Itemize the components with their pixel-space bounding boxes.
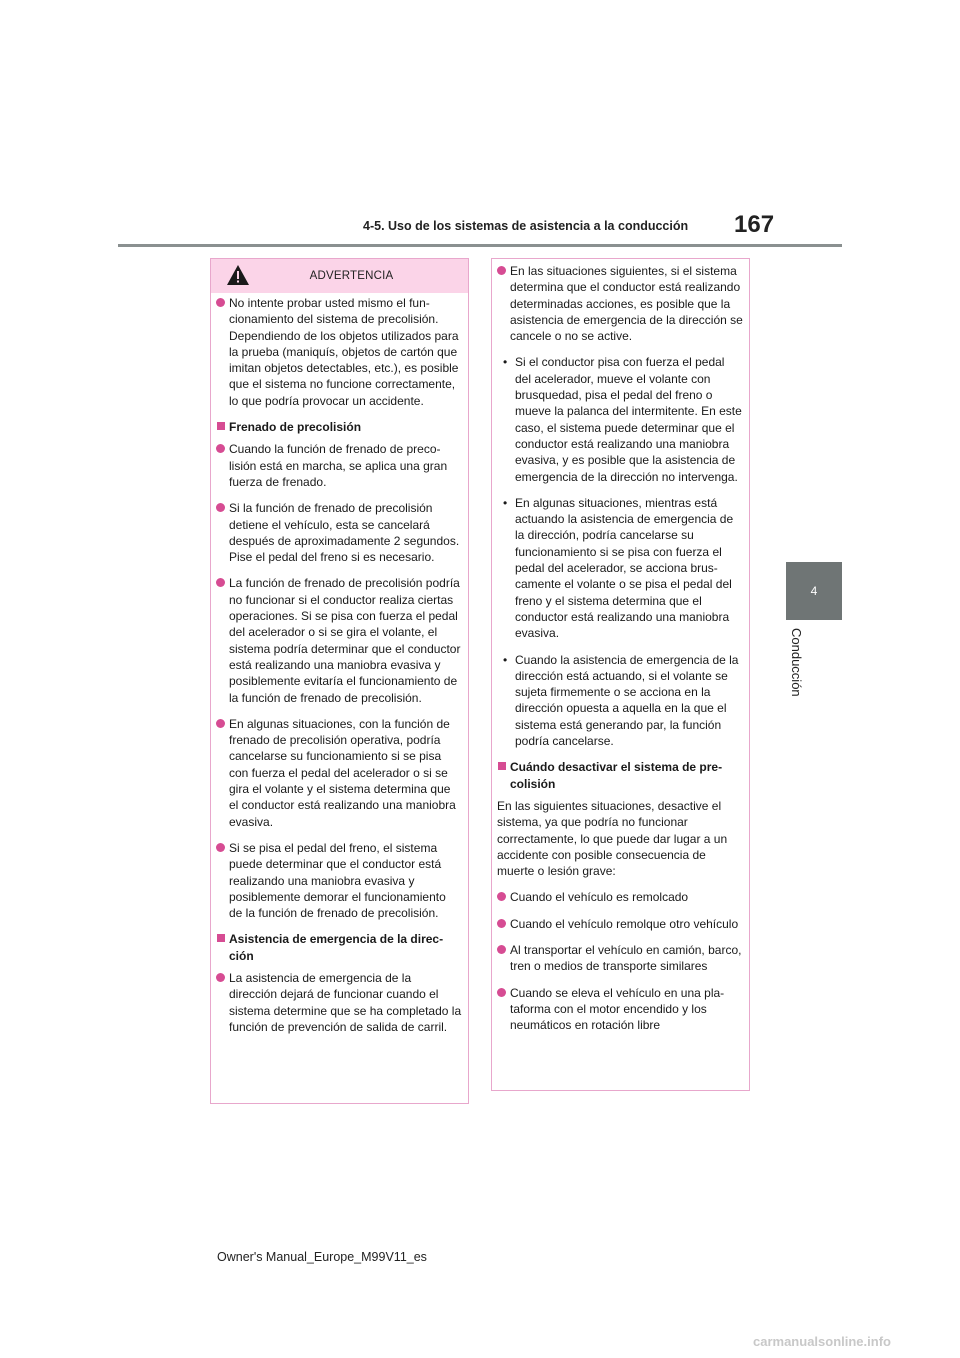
list-item: La asistencia de emergencia de la dirección dejará de funcionar cuando el sistema determine que se ha completado la función de prevención de salida de carril.: [216, 970, 462, 1035]
list-item: En algunas situaciones, con la función de frenado de precolisión operativa, podría cancelarse su funcionamiento si se pisa con fuerza el pedal del acelerador o si se gira el volante y el sistema determina que el conductor está realizando una maniobra evasiva.: [216, 716, 462, 830]
dot-marker-icon: •: [503, 495, 508, 510]
bullet-icon: [216, 719, 225, 728]
section-heading-steering: Asistencia de emergencia de la dirección: [216, 931, 462, 964]
warning-triangle-icon: [226, 264, 250, 286]
bullet-icon: [216, 503, 225, 512]
warning-box-right: [491, 258, 750, 1091]
warning-header: [211, 259, 468, 293]
page-number: 167: [734, 211, 775, 238]
list-item: Al transportar el vehículo en camión, barco, tren o medios de transporte similares: [497, 942, 743, 975]
dot-marker-icon: •: [503, 652, 508, 667]
bullet-icon: [216, 973, 225, 982]
list-item: Cuando el vehículo es remolcado: [497, 889, 743, 905]
watermark: carmanualsonline.info: [753, 1334, 891, 1349]
paragraph: En las siguientes situaciones, desactive el sistema, ya que podría no funcionar correctamente, lo que puede dar lugar a un accidente con posible consecuencia de muerte o lesión grave:: [497, 798, 728, 879]
bullet-icon: [216, 444, 225, 453]
list-item: Cuando la función de frenado de precolisión está en marcha, se aplica una gran fuerza de frenado.: [216, 441, 462, 490]
square-bullet-icon: [498, 762, 506, 770]
sub-list-item: • Si el conductor pisa con fuerza el pedal del acelerador, mueve el volante con brusquedad, pisa el pedal del freno o mueve la palanca del intermitente. En este caso, el sistema puede determinar que el conductor está realizando una maniobra evasiva, y es posible que la asistencia de emergencia de la dirección no intervenga.: [503, 355, 742, 484]
section-heading-deactivate: Cuándo desactivar el sistema de precolisión: [497, 759, 743, 792]
list-item: Cuando se eleva el vehículo en una plataforma con el motor encendido y los neumáticos en rotación libre: [497, 985, 743, 1034]
dot-marker-icon: •: [503, 355, 508, 370]
bullet-icon: [497, 945, 506, 954]
list-item: La función de frenado de precolisión podría no funcionar si el conductor realiza ciertas operaciones. Si se pisa con fuerza el pedal del acelerador o si se gira el volante, el sistema podría determinar que el conductor está realizando una maniobra evasiva y posiblemente evitaría el funcionamiento de la función de frenado de precolisión.: [216, 575, 462, 705]
list-item: No intente probar usted mismo el funcionamiento del sistema de precolisión. Dependiendo de los objetos utilizados para la prueba (maniquís, objetos de cartón que imitan objetos detectables, etc.), es posible que el sistema no funcione correctamente, lo que podría provocar un accidente.: [216, 295, 462, 409]
footer-manual-id: Owner's Manual_Europe_M99V11_es: [217, 1250, 427, 1264]
bullet-icon: [497, 988, 506, 997]
warning-box-left: [210, 258, 469, 1104]
chapter-tab[interactable]: 4: [786, 562, 842, 620]
section-heading-braking: Frenado de precolisión: [216, 419, 462, 435]
sub-list-item: • En algunas situaciones, mientras está actuando la asistencia de emergencia de la dirección, podría cancelarse su funcionamiento si se pisa con fuerza el pedal del acelerador, se acciona bruscamente el volante o se pisa el pedal del freno y el sistema determina que el conductor está realizando una maniobra evasiva.: [503, 495, 734, 641]
bullet-icon: [497, 919, 506, 928]
list-item: En las situaciones siguientes, si el sistema determina que el conductor está realizando determinadas acciones, es posible que la asistencia de emergencia de la dirección se cancele o no se active.: [497, 263, 743, 344]
bullet-icon: [497, 266, 506, 275]
chapter-label: Conducción: [789, 628, 804, 697]
square-bullet-icon: [217, 422, 225, 430]
square-bullet-icon: [217, 934, 225, 942]
bullet-icon: [497, 892, 506, 901]
list-item: Cuando el vehículo remolque otro vehículo: [497, 916, 743, 932]
section-title: 4-5. Uso de los sistemas de asistencia a la conducción: [363, 219, 689, 233]
list-item: Si se pisa el pedal del freno, el sistema puede determinar que el conductor está realizando una maniobra evasiva y posiblemente demorar el funcionamiento de la función de frenado de precolisión.: [216, 840, 462, 921]
list-item: Si la función de frenado de precolisión detiene el vehículo, esta se cancelará después de aproximadamente 2 segundos. Pise el pedal del freno si es necesario.: [216, 500, 462, 565]
bullet-icon: [216, 578, 225, 587]
warning-heading: ADVERTENCIA: [309, 270, 394, 282]
header-rule: [118, 244, 842, 247]
sub-list-item: • Cuando la asistencia de emergencia de la dirección está actuando, si el volante se sujeta firmemente o se acciona en la dirección opuesta a aquella en la que el sistema está generando par, la función podría cancelarse.: [503, 652, 739, 749]
bullet-icon: [216, 298, 225, 307]
bullet-icon: [216, 843, 225, 852]
